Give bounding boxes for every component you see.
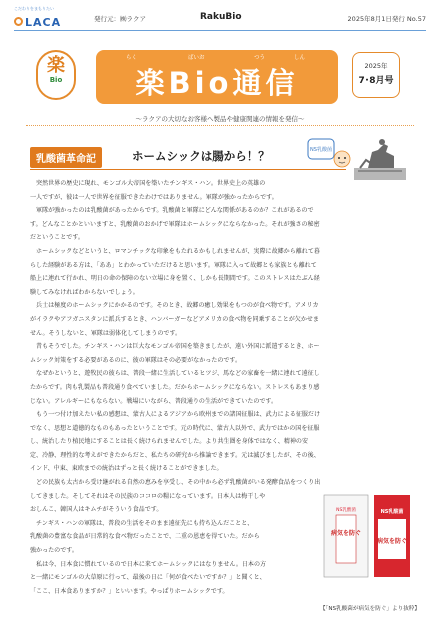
article-line-22: インド、中東、東欧までの統治はずっと長く続けることができました。 <box>30 465 223 473</box>
ruby-bio: ばいお <box>188 55 205 61</box>
datebox-months: 7･8月号 <box>358 76 394 86</box>
subtitle-divider <box>26 125 414 126</box>
ns-badge-illustration <box>306 137 352 175</box>
ruby-raku: らく <box>126 55 138 61</box>
article-line-31: 「ここ、日本食ありますか？」といいます。やっぱりホームシックです。 <box>30 587 229 595</box>
title-banner <box>96 50 338 104</box>
datebox-year: 2025年 <box>364 62 388 70</box>
book-badge-left: NS乳酸菌 <box>336 508 356 513</box>
book-title-left: 病気を防ぐ <box>330 530 362 537</box>
logo-brand: LACA <box>25 16 62 29</box>
article-line-18: もう一つ付け加えたい私の感想は、蒙古人によるアジアから欧州までの諸国征服は、武力による征服だけ <box>36 411 321 419</box>
article-line-13: 昔もそうでした。チンギス・ハンは巨大なモンゴル帝国を築きましたが、遠い外国に派遣するとき、ホー <box>36 343 320 351</box>
article-line-2: 一人ですが、彼は一人で世界を征服できたわけではありません。軍隊が強かったからです。 <box>30 193 278 201</box>
genghis-khan-statue-image <box>354 134 406 180</box>
book-cover-image <box>318 493 414 579</box>
rakubio-emblem <box>36 50 76 100</box>
subtitle: ～ラクアの大切なお客様へ製品や健康関連の情報を発信～ <box>135 115 305 123</box>
article-line-7: らした経験がある方は、「ああ」とわかっていただけると思います。軍隊に入って故郷とも家族とも離れて <box>30 261 317 269</box>
article-line-16: たからです。肉も乳製品も普段通り食べていました。だからホームシックにならない。ストレスもあまり感 <box>30 383 320 391</box>
article-title: ホームシックは腸から！？ <box>132 149 270 163</box>
article-line-28: 強かったのです。 <box>30 547 78 555</box>
header-divider <box>14 30 426 31</box>
ruby-shin: しん <box>294 55 306 61</box>
book-badge-right: NS乳酸菌 <box>380 509 404 515</box>
article-line-3: 軍隊が強かったのは乳酸菌があったからです。乳酸菌と軍隊にどんな関係があるのか？これがあるので <box>36 207 314 215</box>
article-line-30: と一緒にモンゴルの大草原に行って、最後の日に「何が食べたいですか？」と聞くと、 <box>30 574 266 582</box>
logo-tagline: こだわりをまもりたい <box>14 6 54 11</box>
book-title-right: 病気を防ぐ <box>376 538 408 545</box>
article-line-4: す。どんなことかといいますと、乳酸菌のおかげで軍隊はホームシックにならなかった。それが強さの秘密 <box>30 220 320 228</box>
section-tag: 乳酸菌革命記 <box>30 147 102 168</box>
issue-info: 2025年8月1日発行 No.57 <box>347 15 426 23</box>
title-underline <box>30 169 346 170</box>
article-line-15: なぜかというと、遊牧民の彼らは、普段一緒に生活しているヒツジ、馬などの家畜を一緒に連れて遠征し <box>36 370 320 378</box>
article-line-19: でなく、思想と道徳的なものもあったということです。元の時代に、蒙古人以外で、武力ではかの国を征服 <box>30 424 320 432</box>
article-line-1: 突然世界の歴史に現れ、モンゴル大帝国を築いたチンギス・ハン。世界史上の英雄の <box>36 180 266 187</box>
article-line-14: ムシック対策をする必要があるのに、彼の軍隊はその必要がなかったのです。 <box>30 356 242 364</box>
source-credit: 【「NS乳酸菌が病気を防ぐ」より抜粋】 <box>319 606 420 612</box>
article-line-20: し、統治したり植民地にすることは長く続けられませんでした。より共生圏を身体ではなく、精神の安 <box>30 438 309 446</box>
laca-mark-icon <box>14 17 23 26</box>
article-line-27: 乳酸菌の豊富な食品が日常的な食べ物だったことで、二重の恩恵を得ていた。だから <box>30 533 260 541</box>
newsletter-name: RakuBio <box>200 12 242 22</box>
article-line-24: してきました。そしてそれはその民族のココロの糧になっています。日本人は梅干しや <box>30 492 266 500</box>
emblem-bio: Bio <box>49 76 63 84</box>
article-line-21: 定、冷静、理性的な考えができたからだと、私たちの研究から推論できます。元は滅びましたが、その後、 <box>30 451 320 459</box>
laca-logo <box>14 6 84 32</box>
ns-badge-text: NS乳酸菌 <box>310 147 332 153</box>
article-line-8: 船上に連れて行かれ、明日の命の保障のない立場に身を置く、しかも長期間です。このストレスはたぶん経 <box>30 275 320 283</box>
article-line-25: おしんこ、韓国人はキムチがそういう食品です。 <box>30 506 163 514</box>
article-line-17: じない。アレルギーにもならない。戦場にいながら、普段通りの生活ができていたのです。 <box>30 397 278 405</box>
emblem-kanji: 楽 <box>47 55 65 76</box>
article-line-10: 兵士は極度のホームシックにかかるのです。そのとき、故郷の癒し効果をもつのが食べ物です。アメリカ <box>36 302 319 310</box>
article-line-12: せん。そうしないと、軍隊は弱体化してしまうのです。 <box>30 329 182 337</box>
banner-title: 楽Bio通信 <box>135 66 299 100</box>
article-line-26: チンギス・ハンの軍隊は、普段の生活をそのまま遠征先にも持ち込んだことと、 <box>36 519 254 527</box>
article-line-23: どの民族も太古から受け継がれる自然の恵みを享受し、その中から必ず乳酸菌がいる発酵食品をつくり出 <box>36 479 321 487</box>
ruby-tsu: つう <box>254 55 266 61</box>
issue-datebox <box>352 52 400 98</box>
article-line-29: 私は今、日本食に慣れているので日本に来てホームシックにはなりません。日本の方 <box>36 560 267 568</box>
publisher: 発行元：㈱ラクア <box>94 15 146 23</box>
article-line-9: 験してみなければわからないでしょう。 <box>30 288 139 296</box>
article-line-5: だということです。 <box>30 234 84 242</box>
article-line-6: ホームシックなどというと、ロマンチックな印象をもたれるかもしれませんが、実際に故郷から離れて暮 <box>36 247 320 255</box>
article-line-11: がイラクやアフガニスタンに派兵するとき、ハンバーガーなどアメリカの食べ物を同乗することが欠かせま <box>30 315 319 323</box>
